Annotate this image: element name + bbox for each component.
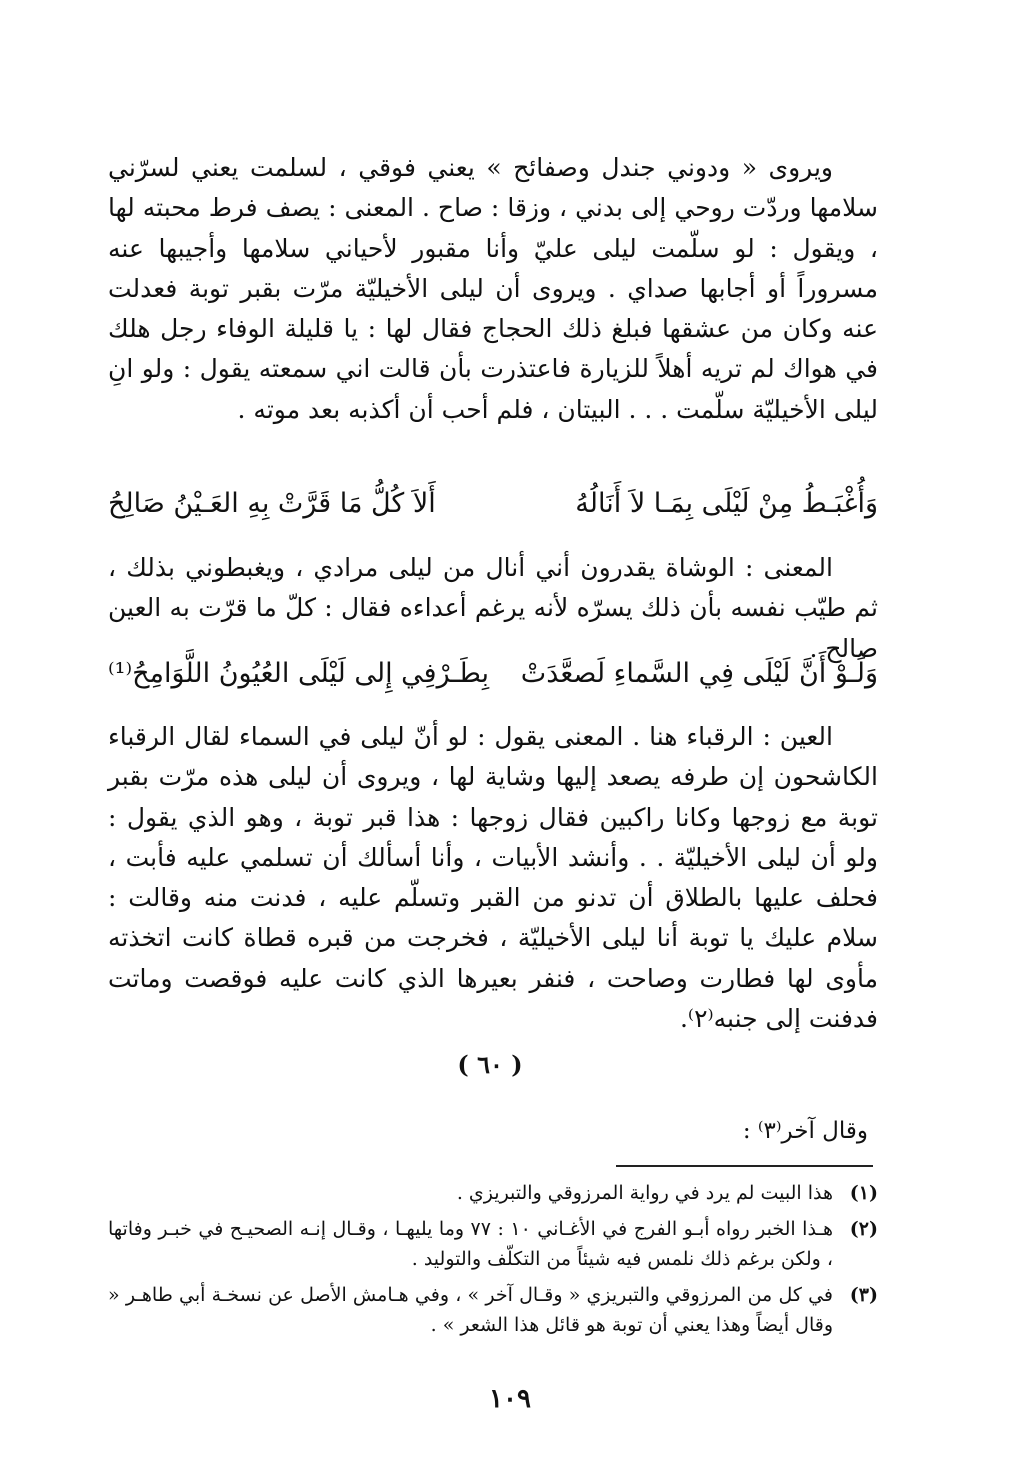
- paragraph-text: المعنى : الوشاة يقدرون أني أنال من ليلى مرادي ، ويغبطوني بذلك ، ثم طيّب نفسه بأن ذلك يسرّه لأنه يرغم أعداءه فقال : كلّ ما قرّت به العين صالح .: [108, 553, 878, 663]
- paragraph-text: ويروى « ودوني جندل وصفائح » يعني فوقي ، لسلمت يعني لسرّني سلامها وردّت روحي إلى بدني ، وزقا : صاح . المعنى : يصف فرط محبته لها ، ويقول : لو سلّمت ليلى عليّ وأنا مقبور لأحياني سلامها وأجيبها عنه مسروراً أو أجابها صداي . ويروى أن ليلى الأخيليّة مرّت بقبر توبة فعدلت عنه وكان من عشقها فبلغ ذلك الحجاج فقال لها : يا قليلة الوفاء رجل هلك في هواك لم تريه أهلاً للزيارة فاعتذرت بأن قالت اني سمعته يقول : ولو انِ ليلى الأخيليّة سلّمت . . . البيتان ، فلم أحب أن أكذبه بعد موته .: [108, 153, 878, 424]
- verse-line-1: [108, 478, 878, 528]
- poem-intro: وقال آخر⁽٣⁾ :: [742, 1118, 868, 1144]
- footnote-text: هذا البيت لم يرد في رواية المرزوقي والتبريزي .: [456, 1182, 833, 1204]
- footnotes: [108, 1178, 878, 1346]
- footnote-2: [108, 1214, 878, 1274]
- verse-hemistich-right: وَأُغْبَـطُ مِنْ لَيْلَى بِمَـا لاَ أَنَالُهُ: [575, 487, 878, 519]
- footnote-1: [108, 1178, 878, 1208]
- footnote-number: (٣): [849, 1284, 878, 1306]
- footnote-divider: [616, 1165, 873, 1167]
- page-number: ١٠٩: [489, 1384, 531, 1414]
- footnote-text: في كل من المرزوقي والتبريزي « وقـال آخر » ، وفي هـامش الأصل عن نسخـة أبي طاهـر « وقال أيضاً وهذا يعني أن توبة هو قائل هذا الشعر » .: [108, 1284, 833, 1336]
- verse-hemistich-left: بِطَـرْفِي إِلى لَيْلَى العُيُونُ اللَّوَامِحُ⁽¹⁾: [108, 657, 490, 689]
- footnote-text: هـذا الخبر رواه أبـو الفرج في الأغـاني ١٠ : ٧٧ وما يليهـا ، وقـال إنـه الصحيـح في خبـر وفاتها ، ولكن برغم ذلك نلمس فيه شيئاً من التكلّف والتوليد .: [108, 1218, 834, 1270]
- verse-hemistich-right: وَلَـوْ أَنَّ لَيْلَى فِي السَّماءِ لَصعَّدَتْ: [520, 657, 878, 689]
- poem-number: ( ٦٠ ): [457, 1050, 523, 1079]
- commentary-paragraph-1: [108, 148, 878, 430]
- footnote-3: [108, 1280, 878, 1340]
- verse-hemistich-left: أَلاَ كُلُّ مَا قَرَّتْ بِهِ العَـيْنُ صَالِحُ: [108, 487, 436, 519]
- paragraph-text: العين : الرقباء هنا . المعنى يقول : لو أنّ ليلى في السماء لقال الرقباء الكاشحون إن طرفه يصعد إليها وشاية لها ، ويروى أن ليلى هذه مرّت بقبر توبة مع زوجها وكانا راكبين فقال زوجها : هذا قبر توبة ، وهو الذي يقول : ولو أن ليلى الأخيليّة . . وأنشد الأبيات ، وأنا أسألك أن تسلمي عليه فأبت ، فحلف عليها بالطلاق أن تدنو من القبر وتسلّم عليه ، فدنت منه وقالت : سلام عليك يا توبة أنا ليلى الأخيليّة ، فخرجت من قبره قطاة كانت اتخذته مأوى لها فطارت وصاحت ، فنفر بعيرها الذي كانت عليه فوقصت وماتت فدفنت إلى جنبه⁽٢⁾.: [108, 722, 878, 1034]
- verse-line-2: [108, 648, 878, 698]
- commentary-paragraph-3: [108, 717, 878, 1039]
- footnote-number: (٢): [849, 1218, 878, 1240]
- footnote-number: (١): [849, 1182, 878, 1204]
